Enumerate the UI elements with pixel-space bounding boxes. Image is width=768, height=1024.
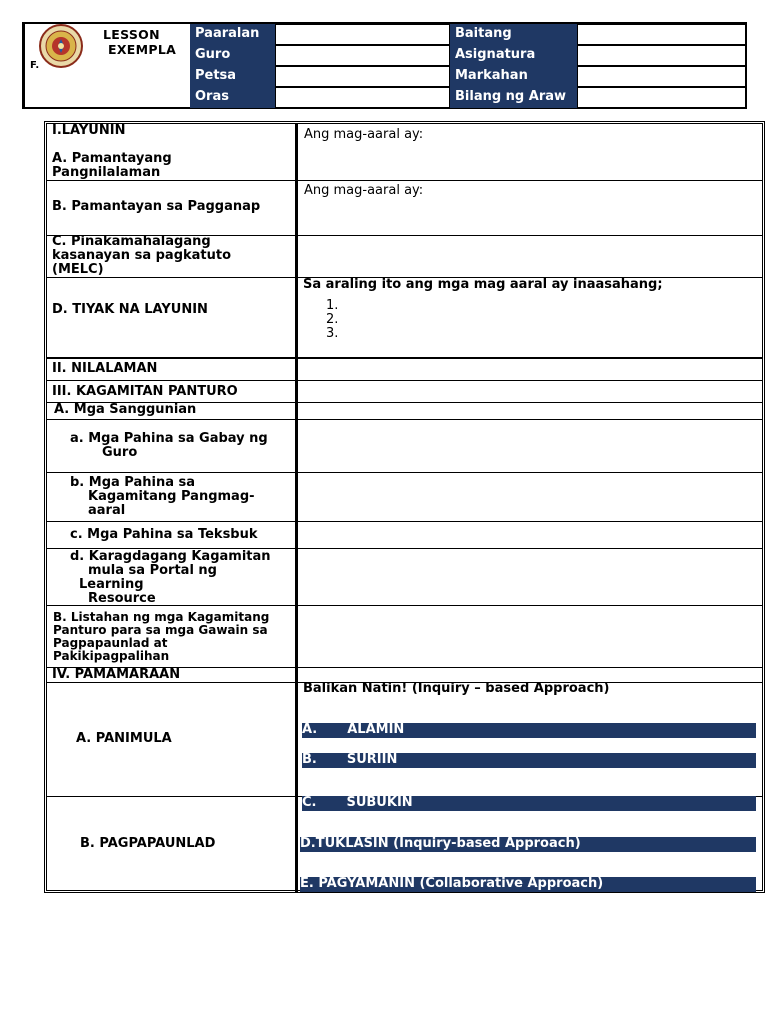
label-line: (MELC) xyxy=(52,262,104,277)
field-label-asignatura: Asignatura xyxy=(450,45,577,66)
label-line: Resource xyxy=(88,591,156,606)
list-item[interactable]: 3. xyxy=(326,326,339,341)
label-karagdagang-kagamitan xyxy=(70,550,271,606)
label-line: Learning xyxy=(79,577,144,592)
bar-label: SUBUKIN xyxy=(346,795,413,810)
row-divider xyxy=(46,472,763,473)
side-letter: F. xyxy=(30,60,40,71)
field-label-oras: Oras xyxy=(190,87,275,108)
tiyak-content[interactable]: Sa araling ito ang mga mag aaral ay inaasahang; xyxy=(303,277,663,292)
section-layunin: I.LAYUNIN xyxy=(52,123,126,138)
label-line: Pangnilalaman xyxy=(52,165,161,180)
section-nilalaman: II. NILALAMAN xyxy=(52,361,158,376)
label-line: Guro xyxy=(102,445,138,460)
bar-letter: C. xyxy=(302,795,317,810)
section-kagamitan-panturo: III. KAGAMITAN PANTURO xyxy=(52,384,238,399)
label-line: B. Listahan ng mga Kagamitang xyxy=(53,610,270,624)
row-divider xyxy=(46,380,763,381)
pagganap-content[interactable]: Ang mag-aaral ay: xyxy=(304,183,424,198)
pamantayang-content[interactable]: Ang mag-aaral ay: xyxy=(304,127,424,142)
field-value-baitang[interactable] xyxy=(577,24,746,45)
title-line-1: LESSON xyxy=(103,27,160,42)
label-line: A. Pamantayang xyxy=(52,151,172,166)
list-item[interactable]: 1. xyxy=(326,298,339,313)
label-line: d. Karagdagang Kagamitan xyxy=(70,549,271,564)
field-value-bilang-ng-araw[interactable] xyxy=(577,87,746,108)
label-line: kasanayan sa pagkatuto xyxy=(52,248,232,263)
tuklasin-bar: D.TUKLASIN (Inquiry-based Approach) xyxy=(300,837,756,852)
field-value-paaralan[interactable] xyxy=(275,24,450,45)
bar-label: ALAMIN xyxy=(347,722,405,737)
label-line: Panturo para sa mga Gawain sa xyxy=(53,623,268,637)
label-pagpapaunlad: B. PAGPAPAUNLAD xyxy=(80,836,216,851)
row-divider xyxy=(46,521,763,522)
row-divider xyxy=(46,357,763,359)
pagyamanin-bar: E. PAGYAMANIN (Collaborative Approach) xyxy=(300,877,756,892)
label-line: Kagamitang Pangmag- xyxy=(88,489,255,504)
field-value-markahan[interactable] xyxy=(577,66,746,87)
list-item[interactable]: 2. xyxy=(326,312,339,327)
title-line-2: EXEMPLA xyxy=(108,42,177,57)
label-line: C. Pinakamahalagang xyxy=(52,234,211,249)
label-line: Pagpapaunlad at xyxy=(53,636,168,650)
page-title xyxy=(103,27,176,57)
field-value-guro[interactable] xyxy=(275,45,450,66)
label-teksbuk: c. Mga Pahina sa Teksbuk xyxy=(70,527,258,542)
label-line: a. Mga Pahina sa Gabay ng xyxy=(70,431,268,446)
bar-label: SURIIN xyxy=(346,752,398,767)
label-line: Pakikipagpalihan xyxy=(53,649,170,663)
subukin-bar xyxy=(302,796,756,811)
school-seal-icon xyxy=(35,24,87,68)
label-melc xyxy=(52,235,231,277)
section-pamamaraan: IV. PAMAMARAAN xyxy=(52,667,181,682)
balikan-heading: Balikan Natin! (Inquiry – based Approach) xyxy=(303,681,610,696)
field-label-baitang: Baitang xyxy=(450,24,577,45)
alamin-bar xyxy=(302,723,756,738)
label-pamantayang-pangnilalaman xyxy=(52,152,172,180)
column-divider xyxy=(295,123,298,892)
label-panimula: A. PANIMULA xyxy=(76,731,172,746)
label-line: aaral xyxy=(88,503,126,518)
label-line: mula sa Portal ng xyxy=(88,563,217,578)
label-gabay-ng-guro xyxy=(70,432,268,460)
field-label-petsa: Petsa xyxy=(190,66,275,87)
bar-letter: B. xyxy=(302,752,317,767)
label-mga-sanggunian: A. Mga Sanggunian xyxy=(54,402,197,417)
label-pamantayan-sa-pagganap: B. Pamantayan sa Pagganap xyxy=(52,199,261,214)
label-kagamitang-pangmag-aaral xyxy=(70,476,255,518)
label-listahan-ng-kagamitan xyxy=(53,611,269,663)
field-value-oras[interactable] xyxy=(275,87,450,108)
tiyak-list xyxy=(326,299,338,341)
row-divider xyxy=(46,419,763,420)
field-value-petsa[interactable] xyxy=(275,66,450,87)
bar-letter: A. xyxy=(302,722,318,737)
suriin-bar xyxy=(302,753,756,768)
row-divider xyxy=(46,180,763,181)
field-label-markahan: Markahan xyxy=(450,66,577,87)
field-value-asignatura[interactable] xyxy=(577,45,746,66)
label-tiyak-na-layunin: D. TIYAK NA LAYUNIN xyxy=(52,302,208,317)
field-label-guro: Guro xyxy=(190,45,275,66)
label-line: b. Mga Pahina sa xyxy=(70,475,196,490)
field-label-bilang-ng-araw: Bilang ng Araw xyxy=(450,87,577,108)
field-label-paaralan: Paaralan xyxy=(190,24,275,45)
